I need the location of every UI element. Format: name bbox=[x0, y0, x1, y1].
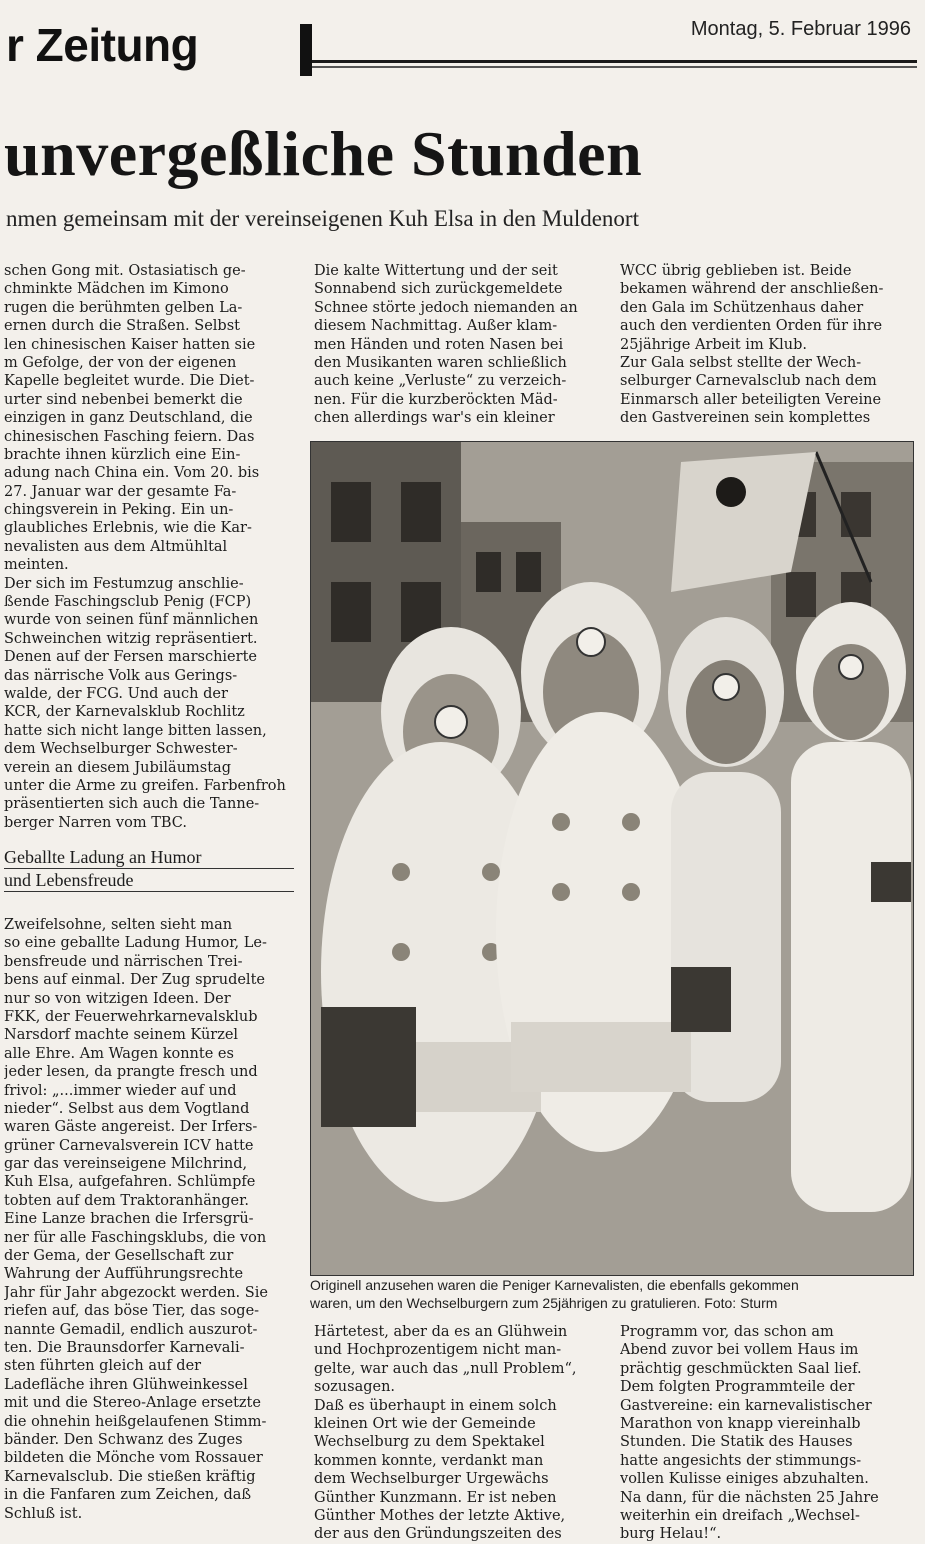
photo-caption bbox=[310, 1276, 910, 1312]
text-line: einzigen in ganz Deutschland, die bbox=[4, 410, 253, 427]
text-line: Eine Lanze brachen die Irfersgrü- bbox=[4, 1211, 254, 1228]
text-line: chminkte Mädchen im Kimono bbox=[4, 281, 229, 298]
text-line: auch keine „Verluste“ zu verzeich- bbox=[314, 373, 567, 390]
text-line: jeder lesen, da prangte fresch und bbox=[4, 1064, 258, 1081]
text-line: Na dann, für die nächsten 25 Jahre bbox=[620, 1489, 879, 1506]
text-line: Kapelle begleitet wurde. Die Diet- bbox=[4, 373, 255, 390]
text-line: in die Fanfaren zum Zeichen, daß bbox=[4, 1487, 252, 1504]
text-line: tobten auf dem Traktoranhänger. bbox=[4, 1192, 250, 1209]
text-line: Denen auf der Fersen marschierte bbox=[4, 649, 257, 666]
text-line: Günther Mothes der letzte Aktive, bbox=[314, 1507, 566, 1524]
text-line: Sonnabend sich zurückgemeldete bbox=[314, 281, 563, 298]
text-line: das närrische Volk aus Gerings- bbox=[4, 667, 238, 684]
text-line: dem Wechselburger Schwester- bbox=[4, 741, 238, 758]
article-subheadline: nmen gemeinsam mit der vereinseigenen Kuh Elsa in den Muldenort bbox=[6, 206, 639, 231]
masthead-bar bbox=[300, 24, 312, 76]
masthead bbox=[0, 0, 925, 75]
text-line: Ladefläche ihren Glühweinkessel bbox=[4, 1376, 248, 1393]
caption-line-1: Originell anzusehen waren die Peniger Karnevalisten, die ebenfalls gekommen bbox=[310, 1277, 799, 1293]
text-line: nur so von witzigen Ideen. Der bbox=[4, 990, 231, 1007]
text-line: grüner Carnevalsverein ICV hatte bbox=[4, 1137, 254, 1154]
text-line: men Händen und roten Nasen bei bbox=[314, 336, 564, 353]
text-line: kleinen Ort wie der Gemeinde bbox=[314, 1415, 536, 1432]
text-line: die ohnehin heißgelaufenen Stimm- bbox=[4, 1413, 267, 1430]
text-line: Programm vor, das schon am bbox=[620, 1324, 834, 1340]
text-line: verein an diesem Jubiläumstag bbox=[4, 759, 231, 776]
text-line: sozusagen. bbox=[314, 1379, 396, 1396]
text-line: riefen auf, das böse Tier, das soge- bbox=[4, 1303, 260, 1320]
text-line: chinesischen Fasching feiern. Das bbox=[4, 428, 255, 445]
text-line: bens auf einmal. Der Zug sprudelte bbox=[4, 972, 265, 989]
text-line: wurde von seinen fünf männlichen bbox=[4, 612, 259, 629]
issue-date: Montag, 5. Februar 1996 bbox=[690, 18, 911, 40]
text-line: der Gema, der Gesellschaft zur bbox=[4, 1248, 234, 1265]
text-line: ernen durch die Straßen. Selbst bbox=[4, 318, 240, 335]
photo-illustration bbox=[311, 442, 913, 1275]
text-line: Stunden. Die Statik des Hauses bbox=[620, 1434, 853, 1451]
text-line: len chinesischen Kaiser hatten sie bbox=[4, 336, 256, 353]
text-line: Schweinchen witzig repräsentiert. bbox=[4, 630, 258, 647]
text-line: mit und die Stereo-Anlage ersetzte bbox=[4, 1395, 261, 1412]
text-line: den Musikanten waren schließlich bbox=[314, 354, 567, 371]
text-line: auch den verdienten Orden für ihre bbox=[620, 318, 883, 335]
text-line: Kuh Elsa, aufgefahren. Schlümpfe bbox=[4, 1174, 256, 1191]
text-line: brachte ihnen kürzlich eine Ein- bbox=[4, 446, 241, 463]
text-line: chingsverein in Peking. Ein un- bbox=[4, 502, 234, 519]
text-line: Narsdorf machte seinem Kürzel bbox=[4, 1027, 239, 1044]
text-line: Zur Gala selbst stellte der Wech- bbox=[620, 354, 862, 371]
text-line: gar das vereinseigene Milchrind, bbox=[4, 1156, 248, 1173]
text-line: rugen die berühmten gelben La- bbox=[4, 299, 243, 316]
text-line: unter die Arme zu greifen. Farbenfroh bbox=[4, 777, 286, 794]
text-line: Wahrung der Aufführungsrechte bbox=[4, 1266, 244, 1283]
newspaper-name: r Zeitung bbox=[6, 19, 199, 71]
article-photo bbox=[310, 441, 914, 1276]
text-line: hatte angesichts der stimmungs- bbox=[620, 1452, 862, 1469]
text-line: Schluß ist. bbox=[4, 1505, 83, 1522]
text-line: nevalisten aus dem Altmühltal bbox=[4, 538, 228, 555]
column-1-bottom bbox=[4, 916, 304, 1523]
text-line: urter sind nebenbei bemerkt die bbox=[4, 391, 243, 408]
column-2-top bbox=[314, 262, 604, 428]
text-line: m Gefolge, der von der eigenen bbox=[4, 354, 237, 371]
text-line: frivol: „...immer wieder auf und bbox=[4, 1082, 237, 1099]
text-line: selburger Carnevalsclub nach dem bbox=[620, 373, 877, 390]
text-line: nen. Für die kurzberöckten Mäd- bbox=[314, 391, 558, 408]
text-line: KCR, der Karnevalsklub Rochlitz bbox=[4, 704, 245, 721]
text-line: Abend zuvor bei vollem Haus im bbox=[620, 1342, 859, 1359]
text-line: 27. Januar war der gesamte Fa- bbox=[4, 483, 237, 500]
text-line: Zweifelsohne, selten sieht man bbox=[4, 917, 233, 933]
text-line: Härtetest, aber da es an Glühwein bbox=[314, 1324, 568, 1340]
text-line: Der sich im Festumzug anschlie- bbox=[4, 575, 244, 592]
text-line: sten führten gleich auf der bbox=[4, 1358, 202, 1375]
text-line: gelte, war auch das „null Problem“, bbox=[314, 1360, 577, 1377]
section-subheading bbox=[4, 846, 294, 892]
text-line: vollen Kulisse einiges abzuhalten. bbox=[620, 1471, 869, 1488]
text-line: bensfreude und närrischen Trei- bbox=[4, 953, 243, 970]
text-line: Dem folgten Programmteile der bbox=[620, 1379, 855, 1396]
text-line: waren Gäste angereist. Der Irfers- bbox=[4, 1119, 258, 1136]
text-line: hatte sich nicht lange bitten lassen, bbox=[4, 722, 267, 739]
text-line: Gastvereine: ein karnevalistischer bbox=[620, 1397, 872, 1414]
text-line: bekamen während der anschließen- bbox=[620, 281, 884, 298]
article-headline: unvergeßliche Stunden bbox=[4, 118, 643, 189]
text-line: Einmarsch aller beteiligten Vereine bbox=[620, 391, 882, 408]
text-line: präsentierten sich auch die Tanne- bbox=[4, 796, 260, 813]
caption-line-2: waren, um den Wechselburgern zum 25jährigen zu gratulieren. Foto: Sturm bbox=[310, 1295, 778, 1311]
text-line: kommen konnte, verdankt man bbox=[314, 1452, 544, 1469]
text-line: Jahr für Jahr abgezockt werden. Sie bbox=[4, 1284, 268, 1301]
text-line: bildeten die Mönche vom Rossauer bbox=[4, 1450, 263, 1467]
text-line: alle Ehre. Am Wagen konnte es bbox=[4, 1045, 234, 1062]
text-line: Marathon von knapp viereinhalb bbox=[620, 1415, 861, 1432]
text-line: Günther Kunzmann. Er ist neben bbox=[314, 1489, 557, 1506]
text-line: FKK, der Feuerwehrkarnevalsklub bbox=[4, 1008, 258, 1025]
text-line: ner für alle Faschingsklubs, die von bbox=[4, 1229, 267, 1246]
text-line: Die kalte Wittertung und der seit bbox=[314, 263, 558, 279]
text-line: Schnee störte jedoch niemanden an bbox=[314, 299, 578, 316]
text-line: ten. Die Braunsdorfer Karnevali- bbox=[4, 1339, 245, 1356]
text-line: Wechselburg zu dem Spektakel bbox=[314, 1434, 545, 1451]
text-line: schen Gong mit. Ostasiatisch ge- bbox=[4, 263, 246, 279]
text-line: burg Helau!“. bbox=[620, 1526, 722, 1543]
column-2-bottom bbox=[314, 1323, 604, 1544]
text-line: nieder“. Selbst aus dem Vogtland bbox=[4, 1100, 250, 1117]
text-line: dem Wechselburger Urgewächs bbox=[314, 1471, 549, 1488]
text-line: den Gastvereinen sein komplettes bbox=[620, 410, 871, 427]
text-line: bänder. Den Schwanz des Zuges bbox=[4, 1431, 243, 1448]
text-line: meinten. bbox=[4, 557, 69, 574]
column-1-top bbox=[4, 262, 304, 832]
subheading-line-2: und Lebensfreude bbox=[4, 869, 294, 892]
text-line: den Gala im Schützenhaus daher bbox=[620, 299, 864, 316]
text-line: 25jährige Arbeit im Klub. bbox=[620, 336, 808, 353]
text-line: prächtig geschmückten Saal lief. bbox=[620, 1360, 862, 1377]
text-line: der aus den Gründungszeiten des bbox=[314, 1526, 562, 1543]
subheading-line-1: Geballte Ladung an Humor bbox=[4, 846, 294, 869]
text-line: glaubliches Erlebnis, wie die Kar- bbox=[4, 520, 252, 537]
text-line: so eine geballte Ladung Humor, Le- bbox=[4, 935, 267, 952]
column-3-bottom bbox=[620, 1323, 912, 1544]
text-line: Karnevalsclub. Die stießen kräftig bbox=[4, 1468, 256, 1485]
text-line: und Hochprozentigem nicht man- bbox=[314, 1342, 562, 1359]
text-line: ßende Faschingsclub Penig (FCP) bbox=[4, 594, 252, 611]
text-line: diesem Nachmittag. Außer klam- bbox=[314, 318, 558, 335]
masthead-rule-thin bbox=[312, 66, 917, 68]
text-line: nannte Gemadil, endlich auszurot- bbox=[4, 1321, 258, 1338]
text-line: berger Narren vom TBC. bbox=[4, 814, 187, 831]
text-line: walde, der FCG. Und auch der bbox=[4, 685, 228, 702]
masthead-rule bbox=[312, 60, 917, 63]
text-line: adung nach China ein. Vom 20. bis bbox=[4, 465, 260, 482]
text-line: WCC übrig geblieben ist. Beide bbox=[620, 263, 852, 279]
column-3-top bbox=[620, 262, 912, 428]
text-line: weiterhin ein dreifach „Wechsel- bbox=[620, 1507, 860, 1524]
text-line: chen allerdings war's ein kleiner bbox=[314, 410, 555, 427]
text-line: Daß es überhaupt in einem solch bbox=[314, 1397, 557, 1414]
